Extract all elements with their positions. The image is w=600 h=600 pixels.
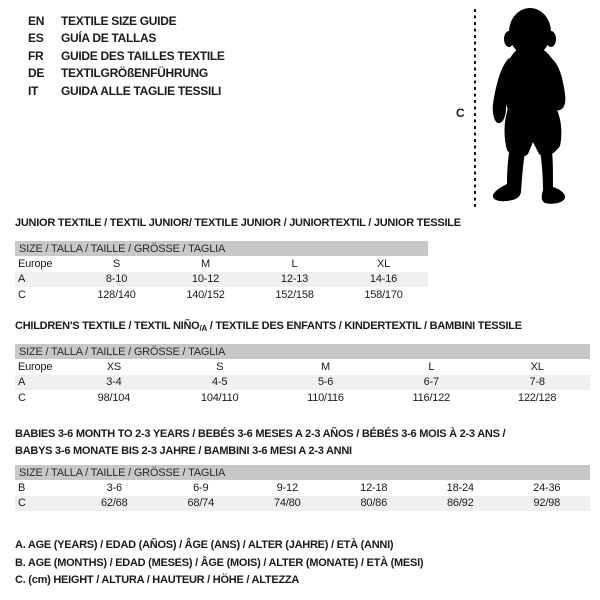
junior-size-table — [15, 241, 428, 303]
footnote-c: C. (cm) HEIGHT / ALTURA / HAUTEUR / HÖHE / ALTEZZA — [15, 574, 300, 586]
lang-row-it — [28, 82, 225, 100]
height-cell: 158/170 — [364, 288, 403, 301]
junior-section-title: JUNIOR TEXTILE / TEXTIL JUNIOR/ TEXTILE JUNIOR / JUNIORTEXTIL / JUNIOR TESSILE — [15, 217, 461, 229]
height-cell: 122/128 — [517, 391, 557, 404]
height-cell: 68/74 — [187, 497, 215, 510]
children-size-header: SIZE / TALLA / TAILLE / GRÖSSE / TAGLIA — [15, 344, 590, 359]
table-row-europe — [15, 256, 428, 272]
children-title-text: / TEXTILE DES ENFANTS / KINDERTEXTIL / BAMBINI TESSILE — [206, 320, 522, 332]
table-row-height — [15, 496, 590, 512]
size-cell: XL — [376, 257, 391, 270]
lang-code: DE — [28, 66, 45, 81]
row-label: Europe — [18, 257, 53, 270]
size-cell: L — [428, 360, 435, 373]
babies-size-table — [15, 465, 590, 511]
height-cell: 128/140 — [97, 288, 136, 301]
age-cell: 10-12 — [191, 273, 220, 286]
footnote-b: B. AGE (MONTHS) / EDAD (MESES) / ÂGE (MOIS) / ALTER (MONATE) / ETÀ (MESI) — [15, 556, 424, 569]
lang-title: TEXTILE SIZE GUIDE — [61, 13, 177, 28]
height-measure-dashed-line — [474, 9, 476, 207]
lang-row-fr — [28, 47, 225, 65]
lang-title: GUIDE DES TAILLES TEXTILE — [61, 48, 225, 63]
height-cell: 92/98 — [533, 497, 561, 510]
height-cell: 152/158 — [275, 288, 314, 301]
age-cell: 14-16 — [369, 273, 398, 286]
lang-title: TEXTILGRÖßENFÜHRUNG — [61, 66, 208, 81]
babies-title-line2: BABYS 3-6 MONATE BIS 2-3 JAHRE / BAMBINI 3-6 MESI A 2-3 ANNI — [15, 444, 352, 457]
months-cell: 12-18 — [360, 481, 388, 494]
row-label: Europe — [18, 360, 53, 373]
months-cell: 6-9 — [193, 481, 209, 494]
size-cell: S — [112, 257, 121, 270]
age-cell: 12-13 — [280, 273, 309, 286]
size-cell: S — [216, 360, 224, 373]
lang-code: ES — [28, 31, 44, 46]
children-section-title — [15, 320, 522, 333]
babies-size-header: SIZE / TALLA / TAILLE / GRÖSSE / TAGLIA — [15, 465, 590, 480]
children-size-table — [15, 344, 590, 406]
age-cell: 5-6 — [317, 376, 334, 389]
lang-code: FR — [28, 48, 44, 63]
age-cell: 6-7 — [423, 376, 439, 389]
months-cell: 18-24 — [446, 481, 474, 494]
height-cell: 104/110 — [200, 391, 239, 404]
table-row-months — [15, 480, 590, 496]
table-row-europe — [15, 359, 590, 375]
age-cell: 4-5 — [212, 376, 228, 389]
legend-footnotes — [15, 537, 423, 590]
language-title-list — [28, 12, 225, 100]
lang-row-de — [28, 65, 225, 83]
size-cell: M — [201, 257, 210, 270]
height-cell: 110/116 — [307, 391, 344, 404]
babies-section-title — [15, 426, 505, 459]
height-cell: 62/68 — [100, 497, 128, 510]
lang-row-en — [28, 12, 225, 30]
months-cell: 3-6 — [106, 481, 122, 494]
age-cell: 8-10 — [105, 273, 128, 286]
height-measure-label: C — [456, 106, 465, 120]
baby-silhouette — [483, 6, 583, 208]
height-cell: 86/92 — [446, 497, 474, 510]
height-cell: 140/152 — [186, 288, 225, 301]
size-cell: XS — [106, 360, 122, 373]
months-cell: 9-12 — [276, 481, 298, 494]
height-cell: 80/86 — [360, 497, 388, 510]
row-label: A — [18, 273, 26, 286]
lang-title: GUIDA ALLE TAGLIE TESSILI — [61, 83, 222, 98]
size-cell: L — [291, 257, 298, 270]
children-title-text: CHILDREN'S TEXTILE / TEXTIL NIÑO — [15, 320, 200, 332]
lang-row-es — [28, 30, 225, 48]
row-label: C — [18, 497, 26, 510]
height-cell: 98/104 — [97, 391, 131, 404]
row-label: C — [18, 391, 26, 404]
age-cell: 3-4 — [106, 376, 122, 389]
lang-title: GUÍA DE TALLAS — [61, 31, 157, 46]
months-cell: 24-36 — [533, 481, 561, 494]
footnote-a: A. AGE (YEARS) / EDAD (AÑOS) / ÂGE (ANS) / ALTER (JAHRE) / ETÀ (ANNI) — [15, 539, 394, 551]
table-row-age — [15, 272, 428, 288]
table-row-height — [15, 287, 428, 303]
size-cell: M — [321, 360, 330, 373]
table-row-height — [15, 390, 590, 406]
lang-code: EN — [28, 13, 45, 28]
row-label: C — [18, 288, 26, 301]
lang-code: IT — [28, 83, 39, 98]
babies-title-line1: BABIES 3-6 MONTH TO 2-3 YEARS / BEBÉS 3-6 MESES A 2-3 AÑOS / BÉBÉS 3-6 MOIS À 2-3 ANS / — [15, 428, 506, 440]
size-cell: XL — [530, 360, 544, 373]
height-cell: 116/122 — [412, 391, 451, 404]
row-label: A — [18, 376, 26, 389]
height-cell: 74/80 — [273, 497, 301, 510]
row-label: B — [18, 481, 26, 494]
table-row-age — [15, 375, 590, 391]
age-cell: 7-8 — [529, 376, 545, 389]
junior-size-header: SIZE / TALLA / TAILLE / GRÖSSE / TAGLIA — [15, 241, 428, 256]
children-title-subscript: /A — [199, 324, 207, 333]
